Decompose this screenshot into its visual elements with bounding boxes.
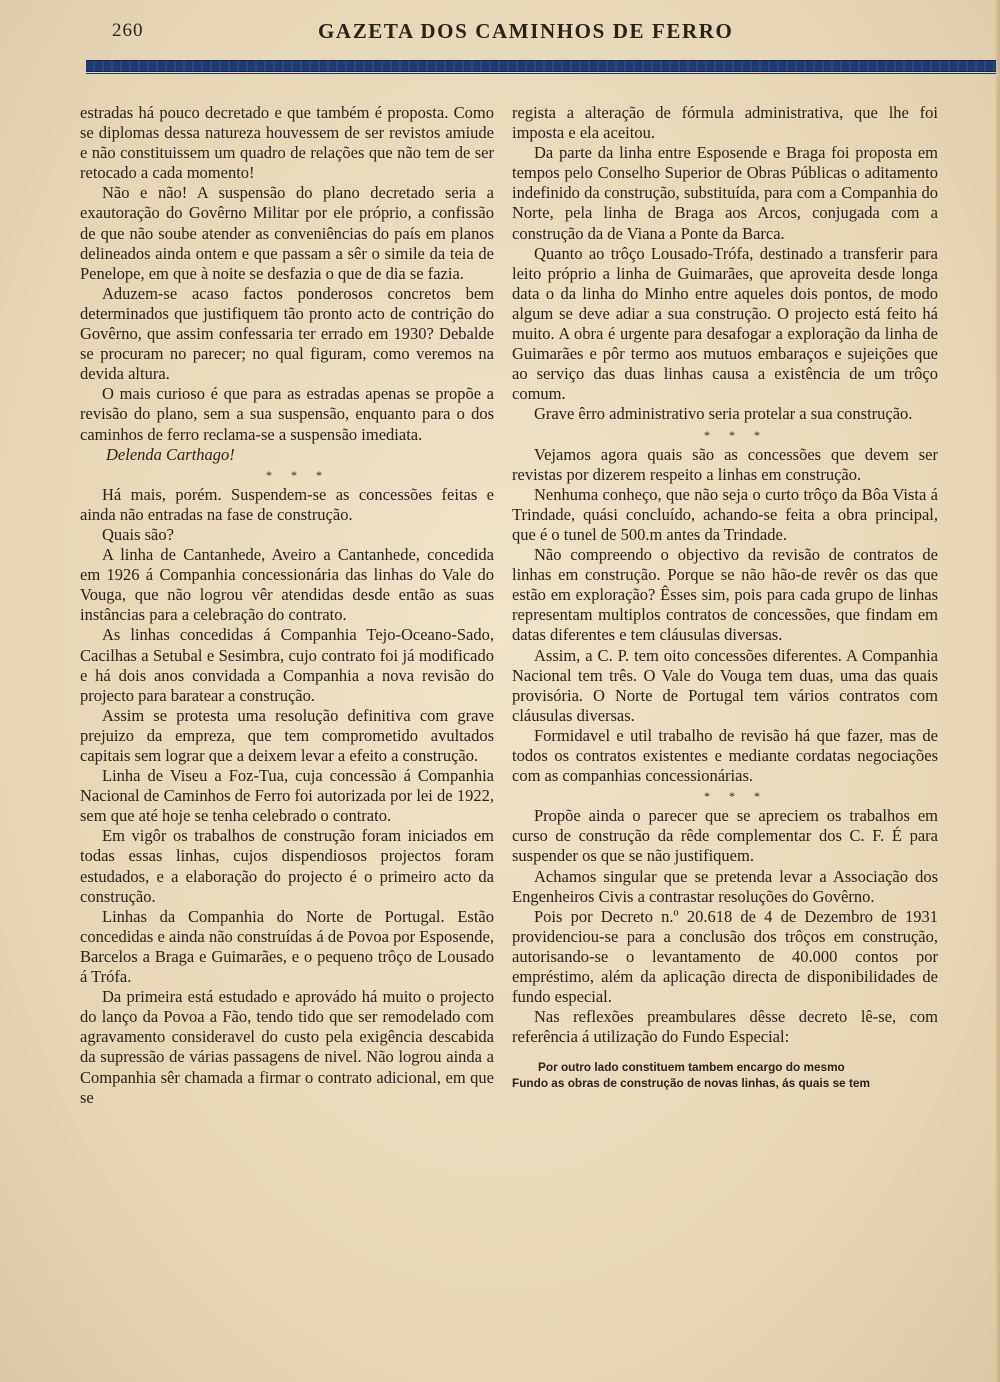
decree-quote-line: Fundo as obras de construção de novas linhas, ás quais se tem xyxy=(512,1076,870,1091)
section-separator: * * * xyxy=(266,467,330,482)
running-title: GAZETA DOS CAMINHOS DE FERRO xyxy=(318,19,734,43)
paragraph: Quais são? xyxy=(102,524,174,544)
paragraph: Nas reflexões preambulares dêsse decreto lê-se, com referência á utilização do Fundo Especial: xyxy=(512,1007,938,1047)
paragraph: regista a alteração de fórmula administrativa, que lhe foi imposta e ela aceitou. xyxy=(512,103,938,143)
paragraph: Assim, a C. P. tem oito concessões diferentes. A Companhia Nacional tem três. O Vale do Vouga tem duas, uma das quais provisória. O Norte de Portugal tem vários contratos com cláusulas diversas. xyxy=(512,645,938,725)
paragraph: Pois por Decreto n.º 20.618 de 4 de Dezembro de 1931 providenciou-se para a conclusão dos trôços em construção, autorisando-se o levantamento de 40.000 contos por empréstimo, além da aplicação directa de disponibilidades de fundo especial. xyxy=(512,906,938,1007)
paragraph: estradas há pouco decretado e que também é proposta. Como se diplomas dessa natureza houvessem de ser revistos amiude e não constituissem um quadro de relações que não tem de ser retocado a cada momento! xyxy=(80,103,494,183)
paragraph: Assim se protesta uma resolução definitiva com grave prejuizo da empreza, que tem comprometido avultados capitais sem lograr que a deixem levar a efeito a construção. xyxy=(80,705,494,765)
paragraph: Linhas da Companhia do Norte de Portugal. Estão concedidas e ainda não construídas á de Povoa por Esposende, Barcelos a Braga e Guimarães, e o pequeno trôço de Lousado á Trófa. xyxy=(80,906,494,987)
right-column xyxy=(512,103,938,1091)
paragraph: Não compreendo o objectivo da revisão de contratos de linhas em construção. Porque se não hão-de revêr os das que estão em exploração? Êsses sim, pois para cada grupo de linhas representam multiplos contratos de concessões, que findam em datas diferentes e tem cláusulas diversas. xyxy=(512,545,938,645)
paragraph: Propõe ainda o parecer que se apreciem os trabalhos em curso de construção da rêde complementar dos C. F. É para suspender os que se não justifiquem. xyxy=(512,806,938,866)
paragraph: Aduzem-se acaso factos ponderosos concretos bem determinados que justifiquem tão pronto acto de contrição do Govêrno, que assim confessaria ter errado em 1930? Debalde se procuram no parecer; no qual figuram, como veremos na devida altura. xyxy=(80,283,494,384)
paragraph: Formidavel e util trabalho de revisão há que fazer, mas de todos os contratos existentes e mediante cordatas negociações com as companhias concessionárias. xyxy=(512,725,938,786)
page-edge xyxy=(996,0,1000,1382)
paragraph: Achamos singular que se pretenda levar a Associação dos Engenheiros Civis a contrastar resoluções do Govêrno. xyxy=(512,866,938,906)
page-number: 260 xyxy=(112,20,144,41)
decree-quote-line: Por outro lado constituem tambem encargo do mesmo xyxy=(538,1060,845,1075)
paragraph: As linhas concedidas á Companhia Tejo-Oceano-Sado, Cacilhas a Setubal e Sesimbra, cujo contrato foi já modificado e há dois anos convidada a Companhia a nova revisão do projecto para baratear a construção. xyxy=(80,625,494,705)
section-separator: * * * xyxy=(704,427,768,442)
latin-quote: Delenda Carthago! xyxy=(106,444,235,464)
header-rule xyxy=(86,60,998,72)
paragraph: Da primeira está estudado e aprovádo há muito o projecto do lanço da Povoa a Fão, tendo tido que ser remodelado com agravamento consideravel do custo pela exigência descabida da supressão de várias passagens de nivel. Não logrou ainda a Companhia sêr chamada a firmar o contrato adicional, em que se xyxy=(80,987,494,1107)
paragraph: Em vigôr os trabalhos de construção foram iniciados em todas essas linhas, cujos dispendiosos projectos foram estudados, e a elaboração do projecto é o primeiro acto da construção. xyxy=(80,826,494,906)
section-separator: * * * xyxy=(704,789,768,804)
paragraph: Da parte da linha entre Esposende e Braga foi proposta em tempos pelo Conselho Superior de Obras Públicas o aditamento indefinido da construção, substituída, para com a Companhia do Norte, pela linha de Braga aos Arcos, conjugada com a construção da de Viana a Ponte da Barca. xyxy=(512,143,938,243)
paragraph: Vejamos agora quais são as concessões que devem ser revistas por dizerem respeito a linhas em construção. xyxy=(512,444,938,484)
left-column xyxy=(80,103,494,1108)
paragraph: Nenhuma conheço, que não seja o curto trôço da Bôa Vista á Trindade, quási concluído, achando-se feita a obra principal, que é o tunel de 500.m antes da Trindade. xyxy=(512,484,938,544)
paragraph: Não e não! A suspensão do plano decretado seria a exautoração do Govêrno Militar por ele próprio, a confissão de que não soube atender as conveniências do país em planos delineados ainda ontem e que passam a sêr o simile da teia de Penelope, em que à noite se desfazia o que de dia se fazia. xyxy=(80,183,494,283)
paragraph: Grave êrro administrativo seria protelar a sua construção. xyxy=(534,404,913,424)
paragraph: Quanto ao trôço Lousado-Trófa, destinado a transferir para leito próprio a linha de Guimarães, que aproveita desde longa data o da linha do Minho entre aqueles dois pontos, de modo algum se deve adiar a sua construção. O projecto está feito há muito. A obra é urgente para desafogar a exploração da linha de Guimarães e pôr termo aos mutuos embaraços e sujeições que ao serviço das duas linhas causa a existência de um trôço comum. xyxy=(512,243,938,404)
paragraph: Há mais, porém. Suspendem-se as concessões feitas e ainda não entradas na fase de construção. xyxy=(80,484,494,524)
paragraph: Linha de Viseu a Foz-Tua, cuja concessão á Companhia Nacional de Caminhos de Ferro foi autorizada por lei de 1922, sem que até hoje se tenha celebrado o contrato. xyxy=(80,766,494,826)
paragraph: O mais curioso é que para as estradas apenas se propõe a revisão do plano, sem a sua suspensão, enquanto para o dos caminhos de ferro reclama-se a suspensão imediata. xyxy=(80,384,494,444)
paragraph: A linha de Cantanhede, Aveiro a Cantanhede, concedida em 1926 á Companhia concessionária das linhas do Vale do Vouga, que não logrou vêr atendidas desde então as suas instâncias para a celebração do contrato. xyxy=(80,545,494,625)
